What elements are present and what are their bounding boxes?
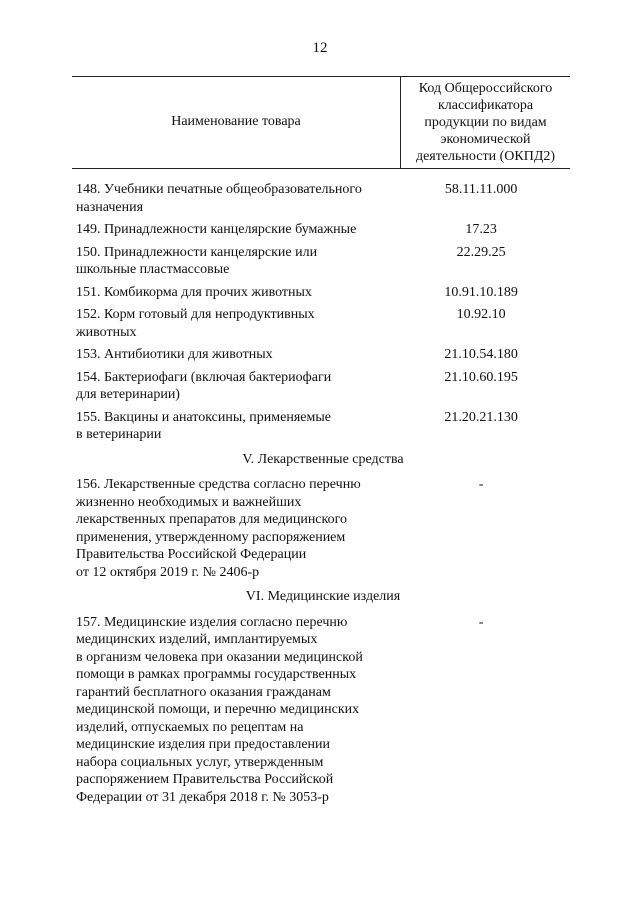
row-code: 21.10.60.195 [444,369,518,385]
row-name: 148. Учебники печатные общеобразовательного назначения [76,182,362,215]
row-name: 155. Вакцины и анатоксины, применяемые в ветеринарии [76,409,331,442]
page-number: 12 [312,40,328,56]
row-name: 151. Комбикорма для прочих животных [76,284,312,300]
table-row [76,409,570,444]
row-name: 156. Лекарственные средства согласно перечню жизненно необходимых и важнейших лекарственных препаратов для медицинского применения, утвержденному распоряжением Правительства Российской Федерации от 12 октября 2019 г. № 2406-р [76,477,361,580]
section-heading-medicines: V. Лекарственные средства [242,451,404,467]
row-code: - [478,614,484,630]
row-code: - [478,477,484,492]
header-code-column: Код Общероссийского классификатора продукции по видам экономической деятельности (ОКПД2) [415,81,556,164]
row-name: 157. Медицинские изделия согласно перечню медицинских изделий, имплантируемых в организм человека при оказании медицинской помощи в рамках программы государственных гарантий бесплатного оказания гражданам медицинской помощи, и перечню медицинских изделий, отпускаемых по рецептам на медицинские изделия при предоставлении набора социальных услуг, утвержденным распоряжением Правительства Российской Федерации от 31 декабря 2018 г. № 3053-р [76,614,363,805]
row-name: 152. Корм готовый для непродуктивных животных [76,307,315,340]
row-name: 153. Антибиотики для животных [76,347,273,362]
row-code: 10.92.10 [456,307,506,322]
header-name-column [72,76,400,168]
row-code: 58.11.11.000 [444,182,518,197]
table-row [76,346,570,364]
table-row [76,614,570,807]
table-row [76,284,570,302]
row-name: 150. Принадлежности канцелярские или школьные пластмассовые [76,244,318,277]
row-code: 21.20.21.130 [444,409,518,425]
table-row [76,244,570,279]
header-name-label: Наименование товара [171,114,301,129]
row-name: 154. Бактериофаги (включая бактериофаги для ветеринарии) [76,369,332,402]
row-code: 10.91.10.189 [444,284,518,300]
table-row [76,221,570,239]
table-row [76,369,570,404]
table-body [76,181,570,811]
row-code: 17.23 [465,222,497,237]
table-row [76,476,570,581]
table-row [76,306,570,341]
row-name: 149. Принадлежности канцелярские бумажные [76,222,357,237]
header-bottom-rule [72,168,570,169]
section-heading-medical-devices: VI. Медицинские изделия [245,589,401,604]
row-code: 21.10.54.180 [444,347,518,362]
table-row [76,181,570,216]
row-code: 22.29.25 [456,244,506,260]
